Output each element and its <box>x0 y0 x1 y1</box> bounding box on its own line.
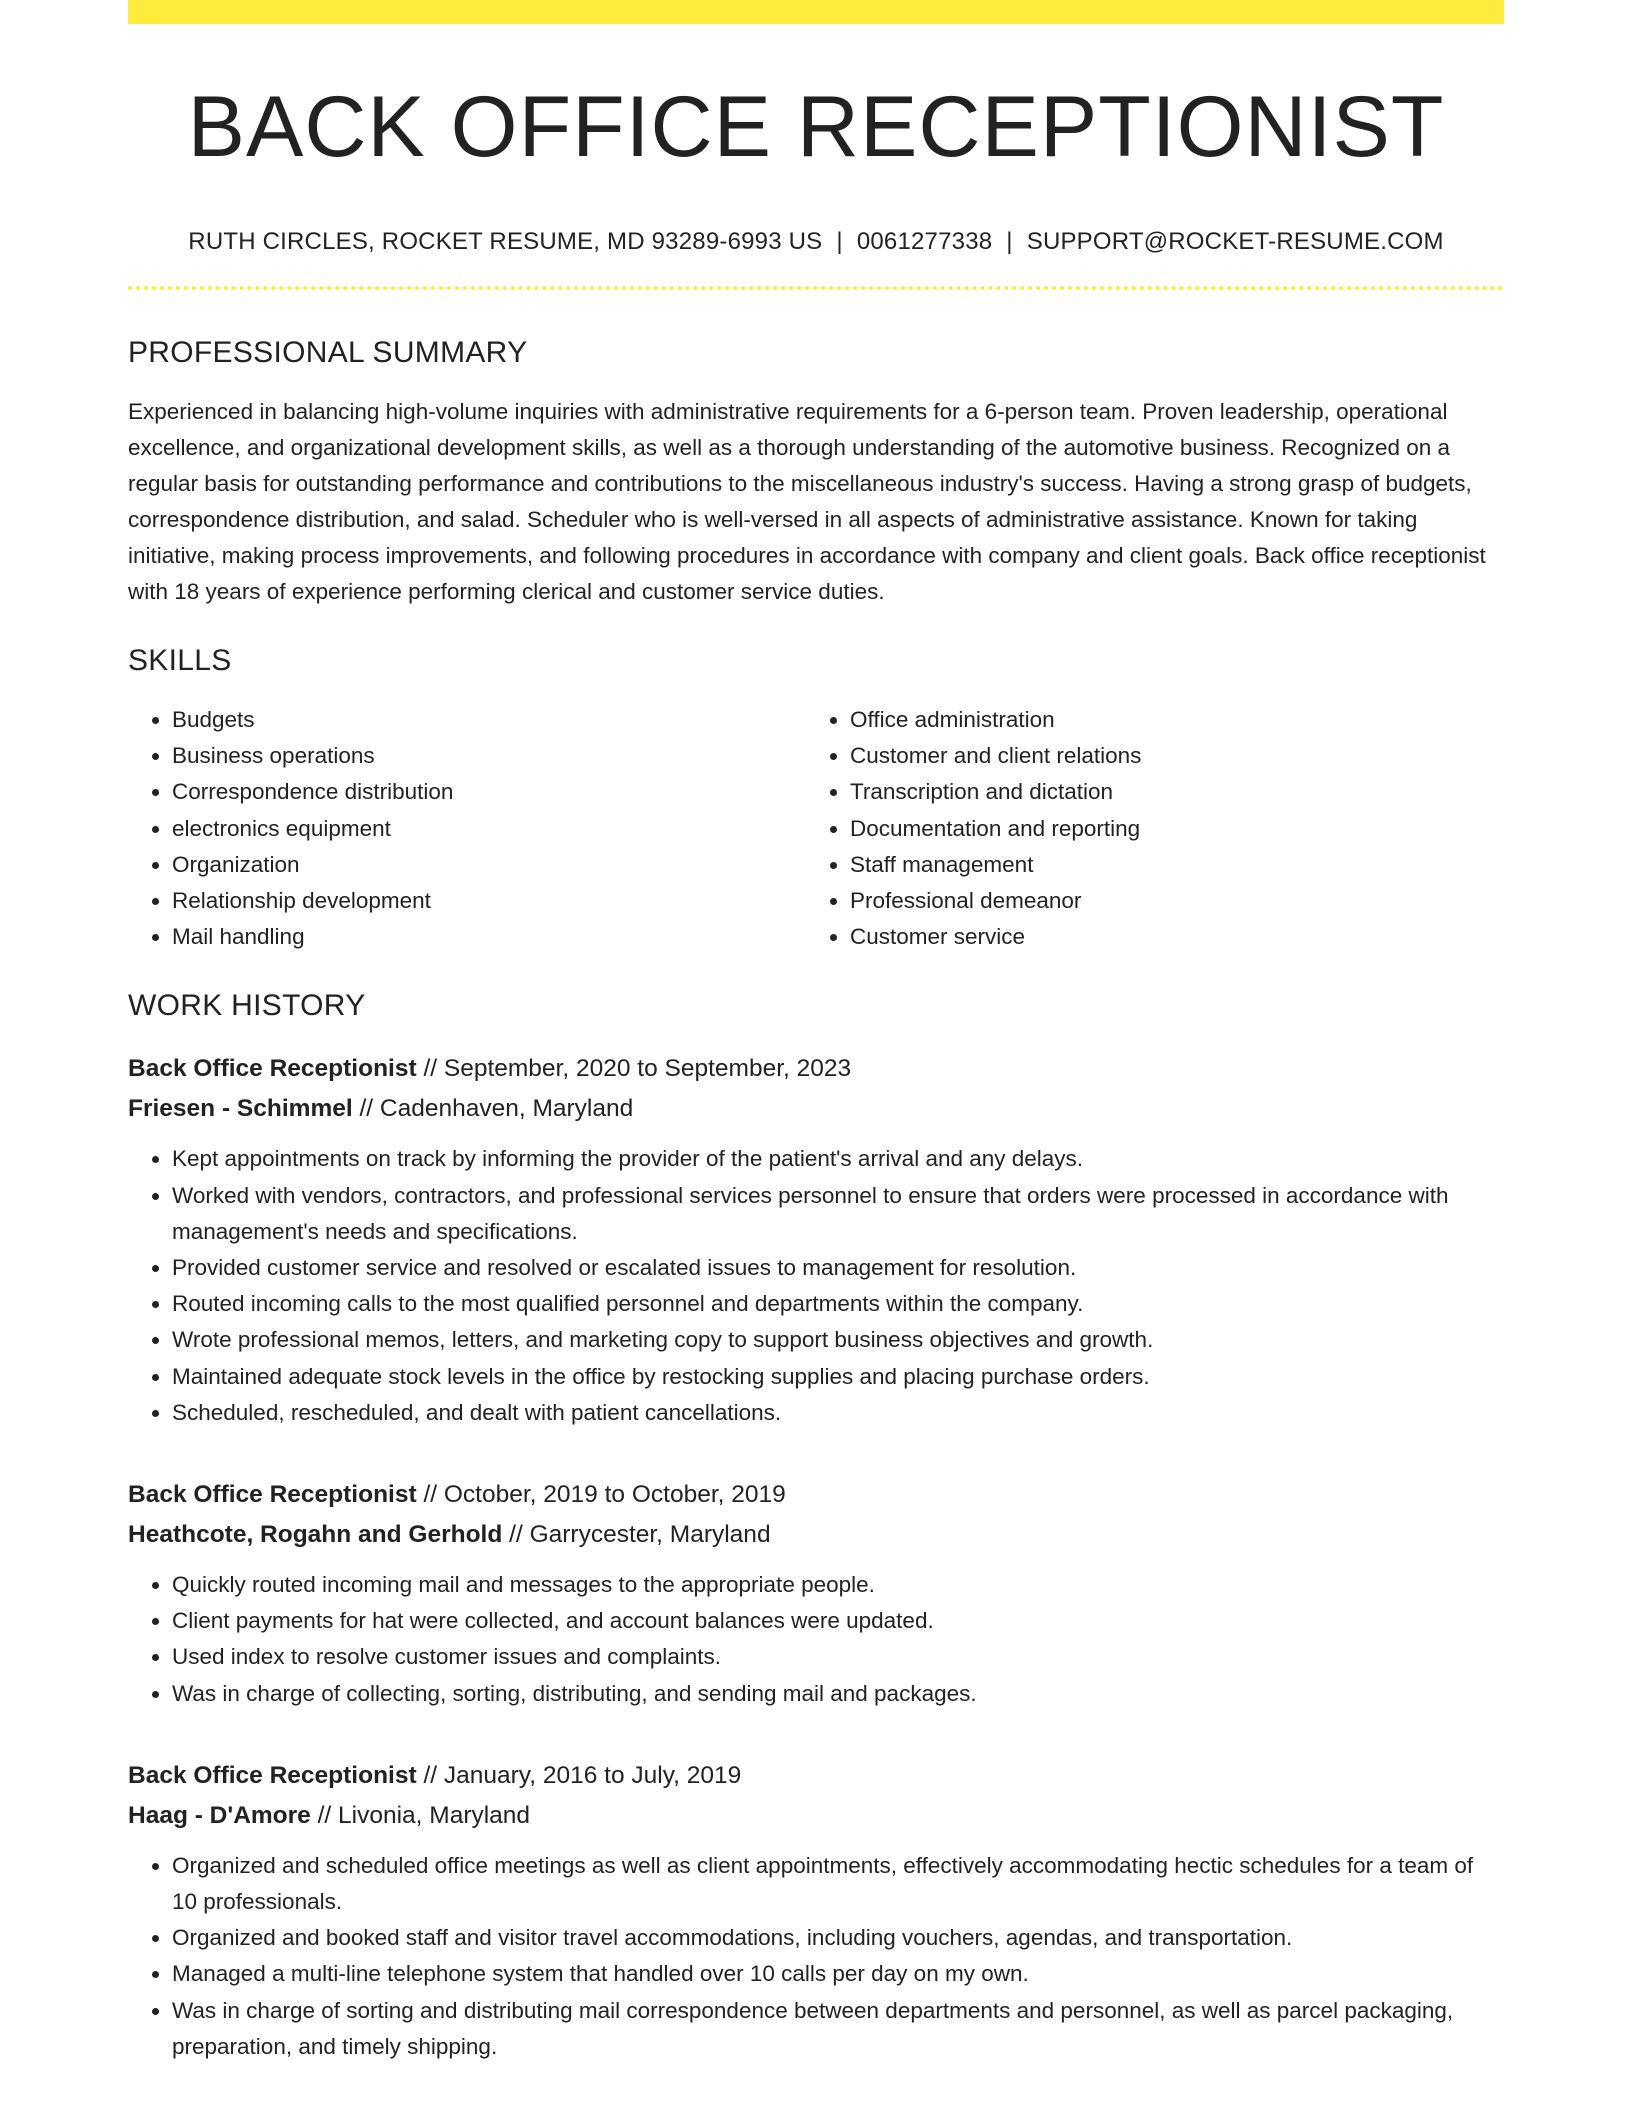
job-bullet: • Maintained adequate stock levels in the office by restocking supplies and placing purchase orders. <box>172 1359 1504 1395</box>
job-position-line <box>128 1049 1504 1089</box>
job-bullet: • Organized and booked staff and visitor travel accommodations, including vouchers, agendas, and transportation. <box>172 1920 1504 1956</box>
job-company-line <box>128 1515 1504 1555</box>
job-company: Heathcote, Rogahn and Gerhold <box>128 1521 503 1549</box>
contact-separator: | <box>1006 228 1013 255</box>
skill-item: • Office administration <box>850 702 1484 738</box>
resume-page <box>128 0 1504 2065</box>
job-dates: // September, 2020 to September, 2023 <box>416 1055 852 1083</box>
job-bullet: • Quickly routed incoming mail and messages to the appropriate people. <box>172 1567 1504 1603</box>
job-bullets <box>128 1141 1504 1431</box>
job-bullet: • Managed a multi-line telephone system that handled over 10 calls per day on my own. <box>172 1956 1504 1992</box>
job-company-line <box>128 1796 1504 1836</box>
job-bullet: • Provided customer service and resolved or escalated issues to management for resolution. <box>172 1250 1504 1286</box>
job-bullet: • Was in charge of sorting and distributing mail correspondence between departments and personnel, as well as parcel packaging, preparation, and timely shipping. <box>172 1993 1504 2065</box>
job-entry <box>128 1756 1504 2065</box>
job-bullet: • Was in charge of collecting, sorting, distributing, and sending mail and packages. <box>172 1676 1504 1712</box>
job-bullet: • Routed incoming calls to the most qualified personnel and departments within the company. <box>172 1286 1504 1322</box>
job-entry <box>128 1049 1504 1431</box>
job-company-line <box>128 1089 1504 1129</box>
skill-item: • Documentation and reporting <box>850 811 1484 847</box>
job-location: // Livonia, Maryland <box>310 1801 531 1829</box>
summary-text: Experienced in balancing high-volume inquiries with administrative requirements for a 6-person team. Proven leadership, operational excellence, and organizational development skills, as well as a thorough understanding of the automotive business. Recognized on a regular basis for outstanding performance and contributions to the miscellaneous industry's success. Having a strong grasp of budgets, correspondence distribution, and salad. Scheduler who is well-versed in all aspects of administrative assistance. Known for taking initiative, making process improvements, and following procedures in accordance with company and client goals. Back office receptionist with 18 years of experience performing clerical and customer service duties. <box>128 399 1486 604</box>
skill-item: • Transcription and dictation <box>850 774 1484 810</box>
job-bullet: • Scheduled, rescheduled, and dealt with patient cancellations. <box>172 1395 1504 1431</box>
job-position: Back Office Receptionist <box>128 1055 417 1083</box>
dotted-divider <box>128 286 1504 290</box>
job-company: Friesen - Schimmel <box>128 1095 353 1123</box>
skill-item: • Organization <box>172 847 806 883</box>
job-bullet: • Used index to resolve customer issues and complaints. <box>172 1639 1504 1675</box>
skill-item: • Customer service <box>850 919 1484 955</box>
job-bullet: • Worked with vendors, contractors, and professional services personnel to ensure that orders were processed in accordance with management's needs and specifications. <box>172 1178 1504 1250</box>
job-entry <box>128 1475 1504 1712</box>
skill-item: • Correspondence distribution <box>172 774 806 810</box>
skills-list <box>128 702 1504 955</box>
job-bullet: • Client payments for hat were collected, and account balances were updated. <box>172 1603 1504 1639</box>
skills-column-right <box>806 702 1484 955</box>
skill-item: • Staff management <box>850 847 1484 883</box>
job-position: Back Office Receptionist <box>128 1761 417 1789</box>
job-location: // Cadenhaven, Maryland <box>352 1095 634 1123</box>
job-dates: // October, 2019 to October, 2019 <box>416 1481 786 1509</box>
skills-column-left <box>128 702 806 955</box>
skills-heading: SKILLS <box>128 644 232 677</box>
contact-email: SUPPORT@ROCKET-RESUME.COM <box>1026 228 1444 255</box>
skill-item: • Customer and client relations <box>850 738 1484 774</box>
job-position-line <box>128 1475 1504 1515</box>
job-bullet: • Kept appointments on track by informing the provider of the patient's arrival and any delays. <box>172 1141 1504 1177</box>
summary-heading: PROFESSIONAL SUMMARY <box>128 336 528 369</box>
skill-item: • Relationship development <box>172 883 806 919</box>
skill-item: • Budgets <box>172 702 806 738</box>
contact-address: RUTH CIRCLES, ROCKET RESUME, MD 93289-6993 US <box>188 228 823 255</box>
job-bullet: • Organized and scheduled office meetings as well as client appointments, effectively accommodating hectic schedules for a team of 10 professionals. <box>172 1848 1504 1920</box>
contact-separator: | <box>836 228 843 255</box>
job-bullet: • Wrote professional memos, letters, and marketing copy to support business objectives and growth. <box>172 1322 1504 1358</box>
job-company: Haag - D'Amore <box>128 1801 311 1829</box>
skill-item: • Professional demeanor <box>850 883 1484 919</box>
job-position: Back Office Receptionist <box>128 1481 417 1509</box>
job-location: // Garrycester, Maryland <box>502 1521 771 1549</box>
accent-bar <box>128 0 1504 24</box>
skill-item: • Mail handling <box>172 919 806 955</box>
contact-line <box>128 228 1504 256</box>
skill-item: • electronics equipment <box>172 811 806 847</box>
work-history-heading: WORK HISTORY <box>128 989 366 1023</box>
skill-item: • Business operations <box>172 738 806 774</box>
resume-title: BACK OFFICE RECEPTIONIST <box>187 79 1445 175</box>
job-dates: // January, 2016 to July, 2019 <box>416 1761 742 1789</box>
contact-phone: 0061277338 <box>856 228 993 255</box>
job-bullets <box>128 1567 1504 1712</box>
job-bullets <box>128 1848 1504 2065</box>
job-position-line <box>128 1756 1504 1796</box>
